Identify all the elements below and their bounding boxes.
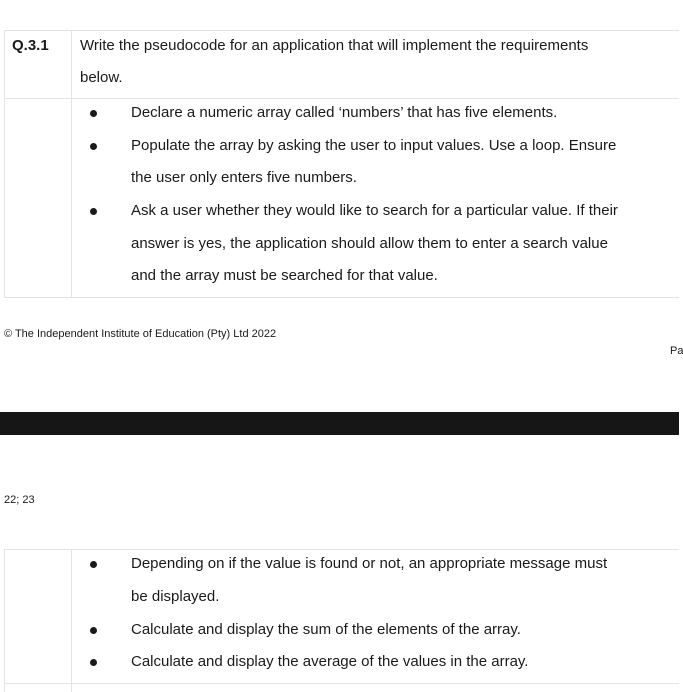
question-number: Q.3.1 [12,37,49,54]
table-border-top [4,549,679,550]
bullet-icon [90,110,97,117]
page-break-band [0,412,679,435]
bullet-icon [90,208,97,215]
list-item-text: Calculate and display the sum of the elements of the array. [131,621,521,638]
copyright-footer: © The Independent Institute of Education (Pty) Ltd 2022 [4,328,277,340]
table-border-left [4,549,5,692]
table-row-divider [4,98,679,99]
list-item-text: be displayed. [131,588,220,605]
question-prompt-line1: Write the pseudocode for an application that will implement the requirements [80,37,589,54]
list-item-text: Calculate and display the average of the values in the array. [131,653,529,670]
table-column-divider [71,549,72,692]
list-item-text: Depending on if the value is found or not, an appropriate message must [131,555,608,572]
list-item-text: Populate the array by asking the user to input values. Use a loop. Ensure [131,137,617,154]
list-item-text: and the array must be searched for that value. [131,267,438,284]
list-item-text: Ask a user whether they would like to search for a particular value. If their [131,202,618,219]
table-border-left [4,30,5,298]
bullet-icon [90,627,97,634]
list-item-text: the user only enters five numbers. [131,169,357,186]
page-header-code: 22; 23 [4,494,35,506]
table-column-divider [71,30,72,298]
page-number-fragment: Pa [670,345,683,357]
bullet-icon [90,143,97,150]
table-border-bottom [4,683,679,684]
bullet-icon [90,561,97,568]
list-item-text: answer is yes, the application should allow them to enter a search value [131,235,608,252]
question-prompt-line2: below. [80,69,123,86]
bullet-icon [90,659,97,666]
table-border-bottom [4,297,679,298]
table-border-top [4,30,679,31]
list-item-text: Declare a numeric array called ‘numbers’ that has five elements. [131,104,558,121]
